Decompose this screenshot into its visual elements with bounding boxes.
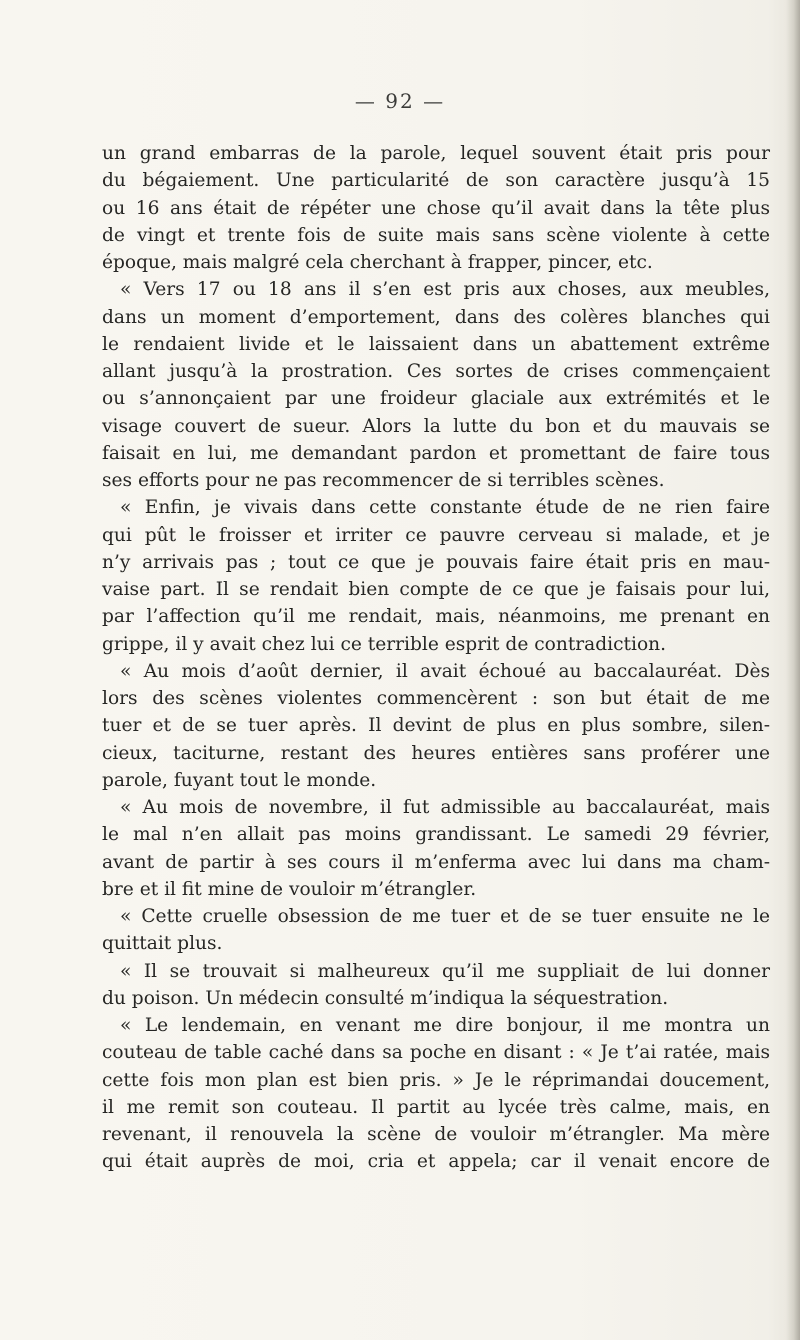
text-line: qui était auprès de moi, cria et appela; car il venait encore de: [102, 1151, 770, 1173]
text-line: « Il se trouvait si malheureux qu’il me suppliait de lui donner: [120, 960, 770, 982]
text-line: n’y arrivais pas ; tout ce que je pouvais faire était pris en mau-: [102, 551, 770, 573]
text-line: vaise part. Il se rendait bien compte de ce que je faisais pour lui,: [102, 579, 770, 600]
text-line: parole, fuyant tout le monde.: [102, 769, 377, 791]
text-line: bre et il fit mine de vouloir m’étrangler.: [102, 878, 477, 900]
text-line: de vingt et trente fois de suite mais sans scène violente à cette: [102, 224, 770, 246]
text-line: « Vers 17 ou 18 ans il s’en est pris aux choses, aux meubles,: [120, 279, 770, 301]
text-line: quittait plus.: [102, 933, 223, 955]
text-line: visage couvert de sueur. Alors la lutte du bon et du mauvais se: [102, 415, 770, 437]
text-line: cieux, taciturne, restant des heures entières sans proférer une: [102, 742, 770, 764]
text-line: lors des scènes violentes commencèrent : son but était de me: [102, 688, 770, 709]
text-line: du bégaiement. Une particularité de son caractère jusqu’à 15: [102, 170, 770, 192]
page-number: — 92 —: [354, 89, 446, 113]
text-line: par l’affection qu’il me rendait, mais, néanmoins, me prenant en: [102, 606, 770, 628]
text-line: tuer et de se tuer après. Il devint de plus en plus sombre, silen-: [102, 715, 770, 737]
text-line: le rendaient livide et le laissaient dans un abattement extrême: [102, 333, 770, 355]
text-line: le mal n’en allait pas moins grandissant. Le samedi 29 février,: [102, 824, 770, 846]
text-line: ou s’annonçaient par une froideur glaciale aux extrémités et le: [102, 388, 770, 410]
page-edge-shadow: [786, 0, 800, 1340]
text-line: un grand embarras de la parole, lequel souvent était pris pour: [102, 143, 770, 164]
text-line: qui pût le froisser et irriter ce pauvre cerveau si malade, et je: [102, 524, 770, 546]
text-line: « Au mois de novembre, il fut admissible au baccalauréat, mais: [120, 797, 770, 818]
text-line: avant de partir à ses cours il m’enferma avec lui dans ma cham-: [102, 851, 770, 873]
text-line: dans un moment d’emportement, dans des colères blanches qui: [102, 306, 770, 328]
text-line: ses efforts pour ne pas recommencer de si terribles scènes.: [102, 470, 665, 491]
text-line: faisait en lui, me demandant pardon et promettant de faire tous: [102, 442, 770, 464]
text-line: allant jusqu’à la prostration. Ces sortes de crises commençaient: [102, 361, 770, 382]
text-line: revenant, il renouvela la scène de vouloir m’étrangler. Ma mère: [102, 1124, 770, 1145]
text-line: il me remit son couteau. Il partit au lycée très calme, mais, en: [102, 1096, 770, 1118]
text-line: ou 16 ans était de répéter une chose qu’il avait dans la tête plus: [102, 197, 770, 219]
text-line: cette fois mon plan est bien pris. » Je le réprimandai doucement,: [102, 1069, 770, 1091]
text-line: « Le lendemain, en venant me dire bonjour, il me montra un: [120, 1015, 770, 1036]
body-text: [102, 140, 770, 1176]
text-line: couteau de table caché dans sa poche en disant : « Je t’ai ratée, mais: [102, 1042, 770, 1064]
text-line: grippe, il y avait chez lui ce terrible esprit de contradiction.: [102, 633, 667, 655]
text-line: « Cette cruelle obsession de me tuer et de se tuer ensuite ne le: [120, 906, 770, 927]
text-line: « Enfin, je vivais dans cette constante étude de ne rien faire: [120, 497, 770, 519]
text-line: époque, mais malgré cela cherchant à frapper, pincer, etc.: [102, 252, 653, 273]
text-line: « Au mois d’août dernier, il avait échoué au baccalauréat. Dès: [120, 660, 770, 682]
text-line: du poison. Un médecin consulté m’indiqua la séquestration.: [102, 987, 669, 1009]
